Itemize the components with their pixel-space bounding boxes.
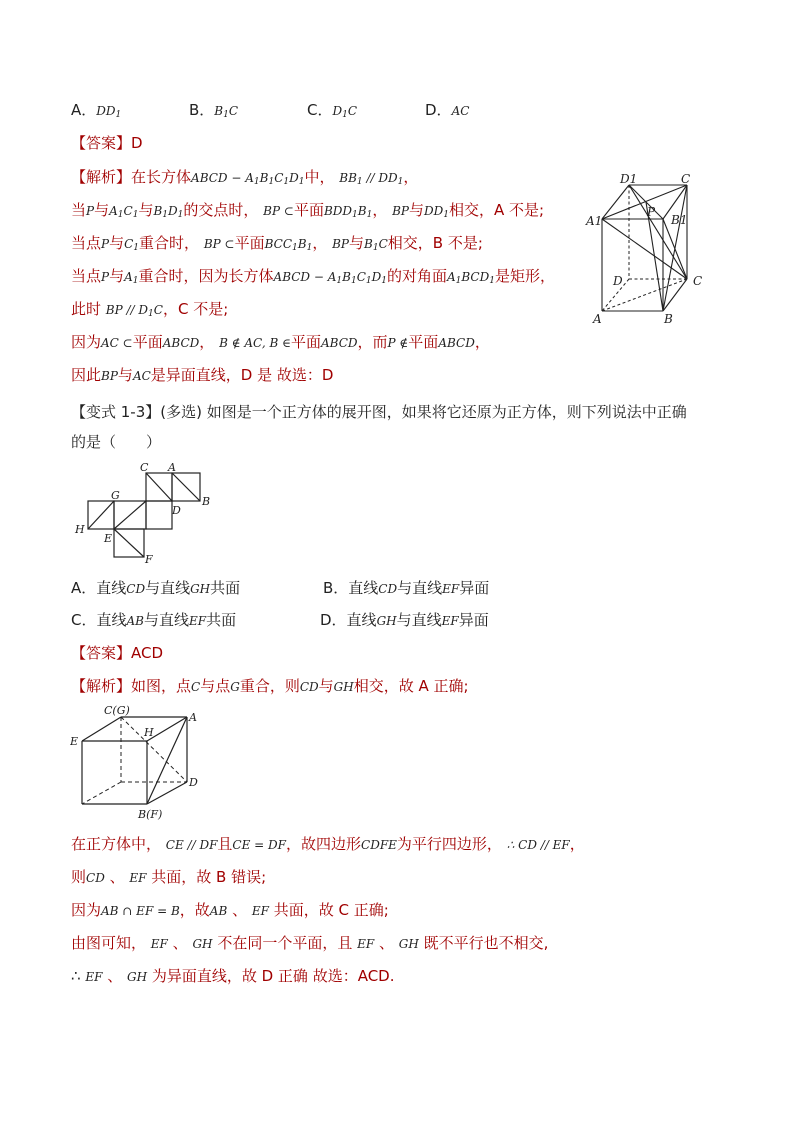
cube-label-a: A [189, 711, 197, 724]
q2-explain-line1: 【解析】如图，点C与点G重合，则CD与GH相交，故 A 正确; [71, 677, 469, 695]
q1-option-d: D．AC [425, 101, 470, 119]
label-b1: B1 [671, 213, 688, 227]
label-a1: A1 [586, 214, 603, 228]
net-label-h: H [75, 523, 85, 536]
net-label-c: C [140, 461, 149, 474]
net-label-d: D [172, 504, 181, 517]
q2-answer: 【答案】ACD [71, 644, 164, 662]
cube-label-e: E [70, 735, 79, 748]
q2-explain-line3: 则CD 、 EF 共面，故 B 错误; [71, 868, 267, 886]
label-p: P [647, 205, 656, 219]
q2-option-b: B．直线CD与直线EF异面 [323, 579, 490, 597]
figure-cuboid [580, 168, 720, 330]
q2-option-c: C．直线AB与直线EF共面 [71, 611, 237, 629]
q1-explain-line6: 因为AC ⊂平面ABCD， B ∉ AC, B ∈平面ABCD，而P ∉平面ABCD， [71, 333, 490, 351]
cube-label-d: D [189, 776, 198, 789]
q2-explain-line6: ∴ EF 、 GH 为异面直线，故 D 正确 故选：ACD. [71, 967, 395, 985]
q1-option-c: C．D1C [307, 101, 358, 120]
q1-explain-line1: 【解析】在长方体ABCD − A1B1C1D1中， BB1 // DD1， [71, 168, 419, 187]
net-label-b: B [202, 495, 211, 508]
q1-explain-line2: 当P与A1C1与B1D1的交点时， BP ⊂平面BDD1B1， BP与DD1相交，A 不是; [71, 201, 545, 220]
q1-explain-line7: 因此BP与AC是异面直线，D 是 故选：D [71, 366, 334, 384]
q1-option-a: A．DD1 [71, 101, 122, 120]
net-label-g: G [111, 489, 120, 502]
label-d: D [613, 274, 623, 288]
label-a: A [593, 312, 602, 326]
q1-answer: 【答案】D [71, 134, 143, 152]
q2-option-d: D．直线GH与直线EF异面 [320, 611, 489, 629]
label-b: B [664, 312, 673, 326]
net-label-a: A [168, 461, 176, 474]
label-c: C [693, 274, 703, 288]
cube-label-h: H [144, 726, 154, 739]
cube-label-cg: C(G) [104, 704, 130, 717]
q1-option-b: B．B1C [189, 101, 239, 120]
label-d1: D1 [620, 172, 638, 186]
net-label-e: E [104, 532, 113, 545]
variant-stem-line1: 【变式 1-3】(多选) 如图是一个正方体的展开图，如果将它还原为正方体，则下列说法中正确 [71, 403, 687, 421]
q2-explain-line2: 在正方体中， CE // DF且CE = DF，故四边形CDFE为平行四边形， ∴ CD // EF， [71, 835, 585, 853]
q2-option-a: A．直线CD与直线GH共面 [71, 579, 241, 597]
q2-explain-line5: 由图可知， EF 、 GH 不在同一个平面，且 EF 、 GH 既不平行也不相交, [71, 934, 549, 952]
net-label-f: F [145, 553, 153, 566]
q1-explain-line4: 当点P与A1重合时，因为长方体ABCD − A1B1C1D1的对角面A1BCD1是矩形， [71, 267, 555, 286]
q2-explain-line4: 因为AB ∩ EF = B，故AB 、 EF 共面，故 C 正确; [71, 901, 389, 919]
cube-label-bf: B(F) [138, 808, 163, 821]
figure-cube-net [72, 460, 222, 568]
q1-explain-line5: 此时 BP // D1C，C 不是; [71, 300, 229, 319]
q1-explain-line3: 当点P与C1重合时， BP ⊂平面BCC1B1， BP与B1C相交，B 不是; [71, 234, 483, 253]
variant-stem-line2: 的是（ ） [71, 433, 162, 451]
figure-cube [70, 702, 205, 824]
label-c1: C [681, 172, 691, 186]
